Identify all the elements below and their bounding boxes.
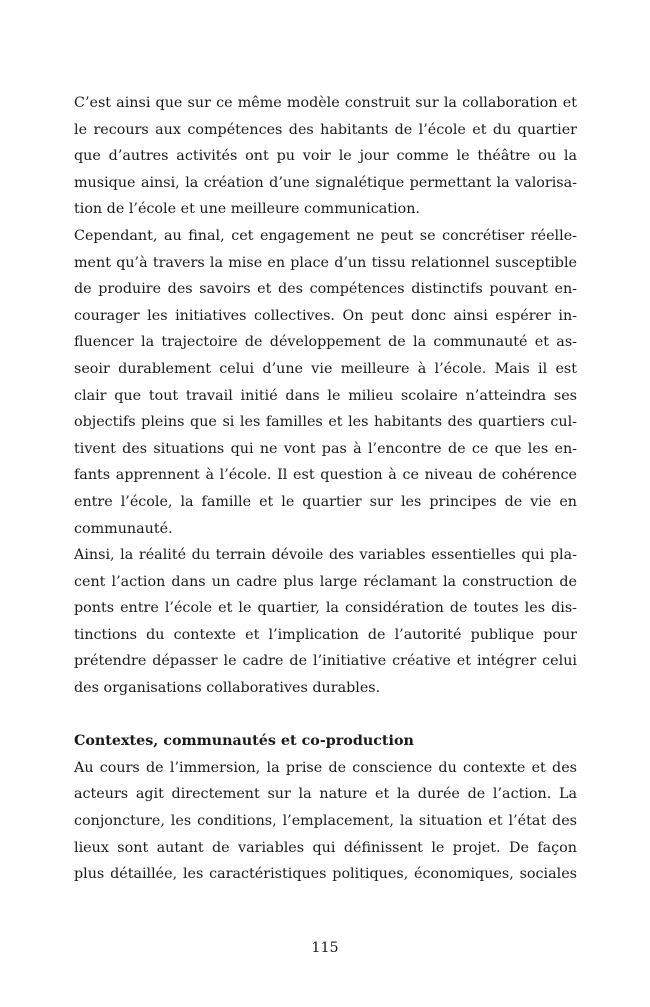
section-heading: Contextes, communautés et co-production [74,733,414,750]
text-line: entre l’école, la famille et le quartier sur les principes de vie en [74,493,577,510]
text-line: tinctions du contexte et l’implication de l’autorité publique pour [74,626,577,643]
text-line: tion de l’école et une meilleure communication. [74,201,420,218]
page-body [74,90,577,888]
text-line: C’est ainsi que sur ce même modèle construit sur la collaboration et [74,95,577,111]
text-line: courager les initiatives collectives. On peut donc ainsi espérer in- [74,307,577,324]
paragraph-1 [74,90,577,223]
text-line: plus détaillée, les caractéristiques politiques, économiques, sociales [74,866,577,883]
blank-line [74,702,577,729]
text-line: fants apprennent à l’école. Il est question à ce niveau de cohérence [74,467,577,484]
text-line: acteurs agit directement sur la nature et la durée de l’action. La [74,786,577,803]
text-line: fluencer la trajectoire de développement de la communauté et as- [74,334,577,351]
text-line: seoir durablement celui d’une vie meilleure à l’école. Mais il est [74,360,577,377]
page-number: 115 [311,940,339,956]
text-line: le recours aux compétences des habitants de l’école et du quartier [74,121,577,138]
text-line: de produire des savoirs et des compétences distinctifs pouvant en- [74,281,577,298]
text-line: musique ainsi, la création d’une signalétique permettant la valorisa- [74,174,577,191]
paragraph-2 [74,223,577,542]
text-line: Ainsi, la réalité du terrain dévoile des variables essentielles qui pla- [74,547,577,564]
text-line: lieux sont autant de variables qui définissent le projet. De façon [74,839,577,856]
text-line: conjoncture, les conditions, l’emplacement, la situation et l’état des [74,813,577,830]
text-line: prétendre dépasser le cadre de l’initiative créative et intégrer celui [74,653,577,670]
text-line: ponts entre l’école et le quartier, la considération de toutes les dis- [74,600,577,617]
text-line: clair que tout travail initié dans le milieu scolaire n’atteindra ses [74,387,577,404]
text-line: ment qu’à travers la mise en place d’un tissu relationnel susceptible [74,254,577,271]
text-line: Cependant, au final, cet engagement ne peut se concrétiser réelle- [74,227,577,244]
text-line: communauté. [74,520,173,537]
text-line: tivent des situations qui ne vont pas à l’encontre de ce que les en- [74,440,577,457]
section-contextes [74,728,577,888]
text-line: cent l’action dans un cadre plus large réclamant la construction de [74,573,577,590]
text-line: des organisations collaboratives durables. [74,680,381,697]
text-line: objectifs pleins que si les familles et les habitants des quartiers cul- [74,414,577,431]
paragraph-3 [74,542,577,702]
text-line: Au cours de l’immersion, la prise de conscience du contexte et des [74,759,577,776]
text-line: que d’autres activités ont pu voir le jour comme le théâtre ou la [74,148,577,165]
